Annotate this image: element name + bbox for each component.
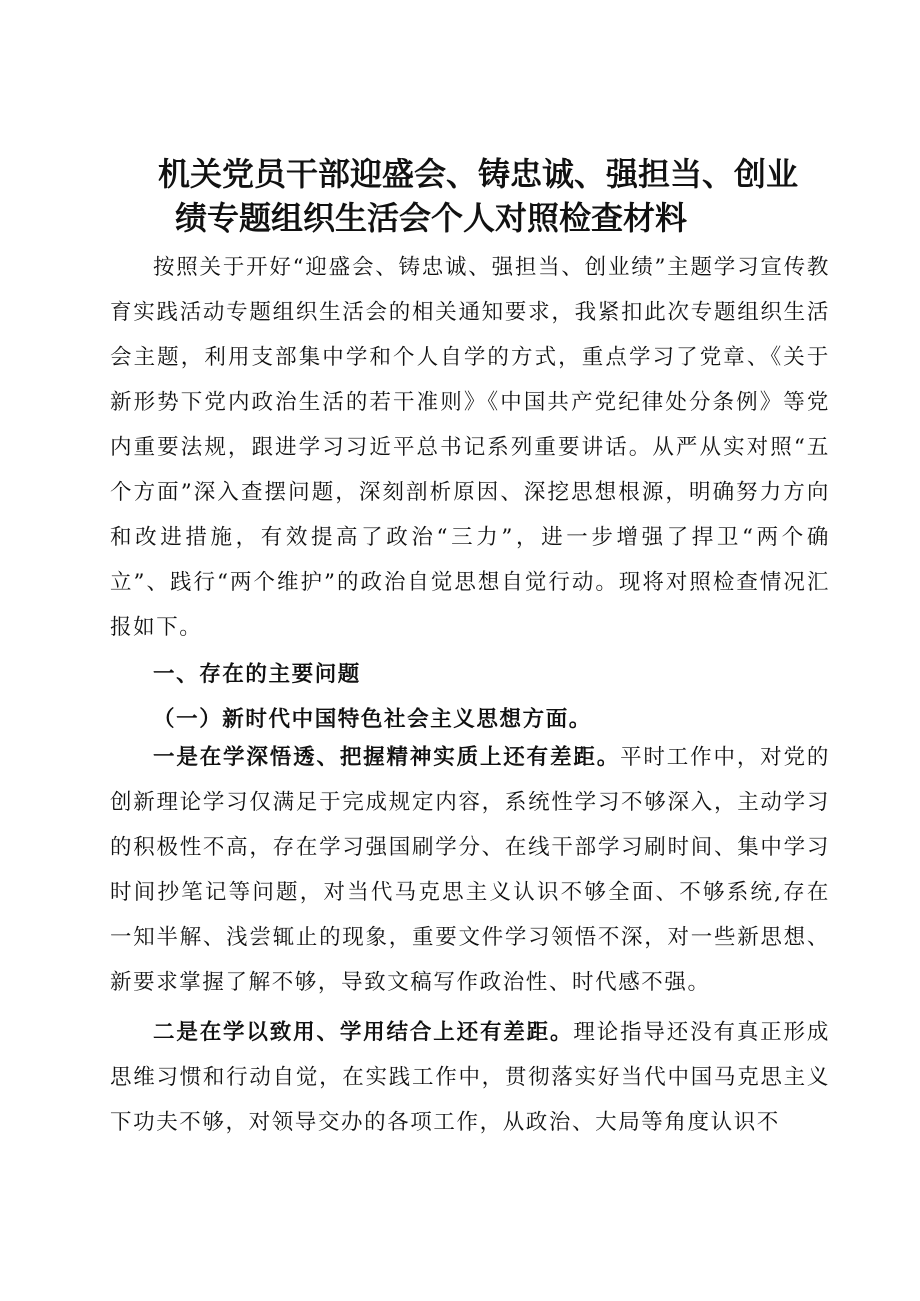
- problem-item-2-text: 理论指导还没有真正形成思维习惯和行动自觉，在实践工作中，贯彻落实好当代中国马克思主义下功夫不够，对领导交办的各项工作，从政治、大局等角度认识不: [110, 1020, 830, 1135]
- intro-paragraph: 按照关于开好“迎盛会、铸忠诚、强担当、创业绩”主题学习宣传教育实践活动专题组织生活会的相关通知要求，我紧扣此次专题组织生活会主题，利用支部集中学和个人自学的方式，重点学习了党章、《关于新形势下党内政治生活的若干准则》《中国共产党纪律处分条例》等党内重要法规，跟进学习习近平总书记系列重要讲话。从严从实对照“五个方面”深入查摆问题，深刻剖析原因、深挖思想根源，明确努力方向和改进措施，有效提高了政治“三力”，进一步增强了捍卫“两个确立”、践行“两个维护”的政治自觉思想自觉行动。现将对照检查情况汇报如下。: [110, 255, 830, 640]
- document-title-line-1: 机关党员干部迎盛会、铸忠诚、强担当、创业: [158, 155, 799, 193]
- problem-item-2-lead: 二是在学以致用、学用结合上还有差距。: [153, 1020, 574, 1045]
- section-heading: 一、存在的主要问题: [153, 662, 361, 687]
- section-subheading: （一）新时代中国特色社会主义思想方面。: [153, 707, 592, 732]
- problem-item-1-text: 平时工作中，对党的创新理论学习仅满足于完成规定内容，系统性学习不够深入，主动学习的积极性不高，存在学习强国刷学分、在线干部学习刷时间、集中学习时间抄笔记等问题，对当代马克思主义认识不够全面、不够系统,存在一知半解、浅尝辄止的现象，重要文件学习领悟不深，对一些新思想、新要求掌握了解不够，导致文稿写作政治性、时代感不强。: [110, 745, 830, 995]
- problem-item-1: [110, 735, 830, 1005]
- problem-item-2: [110, 1010, 830, 1145]
- document-title-line-2: 绩专题组织生活会个人对照检查材料: [175, 199, 688, 237]
- problem-item-1-lead: 一是在学深悟透、把握精神实质上还有差距。: [153, 745, 621, 770]
